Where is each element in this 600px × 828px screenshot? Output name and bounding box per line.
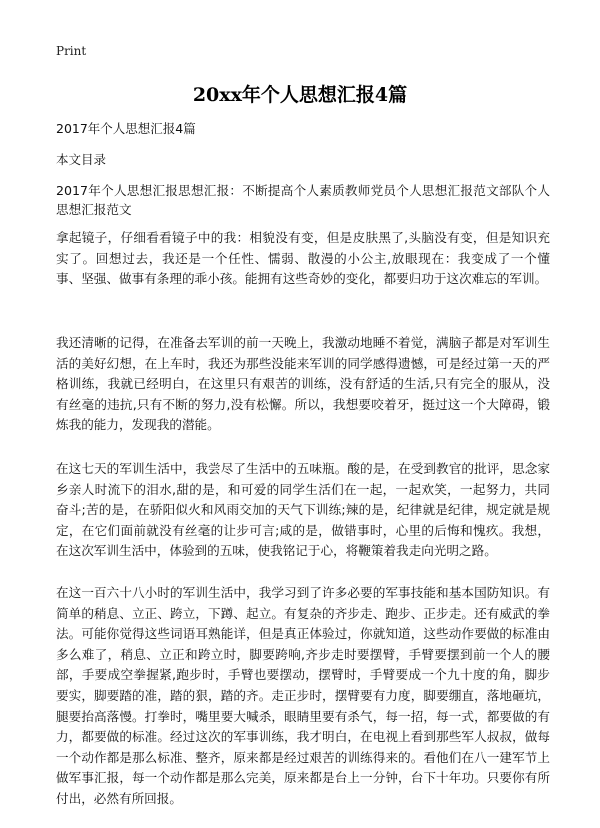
document-subtitle: 2017年个人思想汇报4篇: [56, 121, 196, 136]
print-label: Print: [56, 44, 87, 58]
paragraph-1: 拿起镜子，仔细看看镜子中的我：相貌没有变，但是皮肤黑了,头脑没有变，但是知识充实了。回想过去，我还是一个任性、懦弱、散漫的小公主,放眼现在：我变成了一个懂事、坚强、做事有条理的乖小孩。能拥有这些奇妙的变化，都要归功于这次难忘的军训。: [56, 230, 550, 287]
toc-entry: 2017年个人思想汇报思想汇报：不断提高个人素质教师党员个人思想汇报范文部队个人思想汇报范文: [56, 183, 550, 217]
paragraph-2: 我还清晰的记得，在准备去军训的前一天晚上，我激动地睡不着觉，满脑子都是对军训生活的美好幻想，在上车时，我还为那些没能来军训的同学感得遗憾，可是经过第一天的严格训练，我就已经明白，在这里只有艰苦的训练，没有舒适的生活,只有完全的服从，没有丝毫的违抗,只有不断的努力,没有松懈。所以，我想要咬着牙，挺过这一个大障碍，锻炼我的能力，发现我的潜能。: [56, 335, 550, 433]
document-title: 20xx年个人思想汇报4篇: [192, 84, 408, 106]
paragraph-4: 在这一百六十八小时的军训生活中，我学习到了许多必要的军事技能和基本国防知识。有简单的稍息、立正、跨立，下蹲、起立。有复杂的齐步走、跑步、正步走。还有威武的拳法。可能你觉得这些词语耳熟能详，但是真正体验过，你就知道，这些动作要做的标准由多么难了，稍息、立正和跨立时，脚要跨响,齐步走时要摆臂，手臂要摆到前一个人的腰部，手要成空拳握紧,跑步时，手臂也要摆动，摆臂时，手臂要成一个九十度的角，脚步要实，脚要踏的准，踏的狠，踏的齐。走正步时，摆臂要有力度，脚要绷直，落地砸坑，腿要抬高落慢。打拳时，嘴里要大喊杀，眼睛里要有杀气，每一招，每一式，都要做的有力，都要做的标准。经过这次的军事训练，我才明白，在电视上看到那些军人叔叔，做每一个动作都是那么标准、整齐，原来都是经过艰苦的训练得来的。看他们在八一建军节上做军事汇报，每一个动作都是那么完美，原来都是台上一分钟，台下十年功。只要你有所付出，必然有所回报。: [56, 585, 550, 806]
paragraph-3: 在这七天的军训生活中，我尝尽了生活中的五味瓶。酸的是，在受到教官的批评，思念家乡亲人时流下的泪水,甜的是，和可爱的同学生活们在一起，一起欢笑，一起努力，共同奋斗;苦的是，在骄阳似火和风雨交加的天气下训练;辣的是，纪律就是纪律，规定就是规定，在它们面前就没有丝毫的让步可言;咸的是，做错事时，心里的后悔和愧疚。我想，在这次军训生活中，体验到的五味，使我铭记于心，将鞭策着我走向光明之路。: [56, 461, 550, 559]
toc-heading: 本文目录: [56, 152, 107, 167]
